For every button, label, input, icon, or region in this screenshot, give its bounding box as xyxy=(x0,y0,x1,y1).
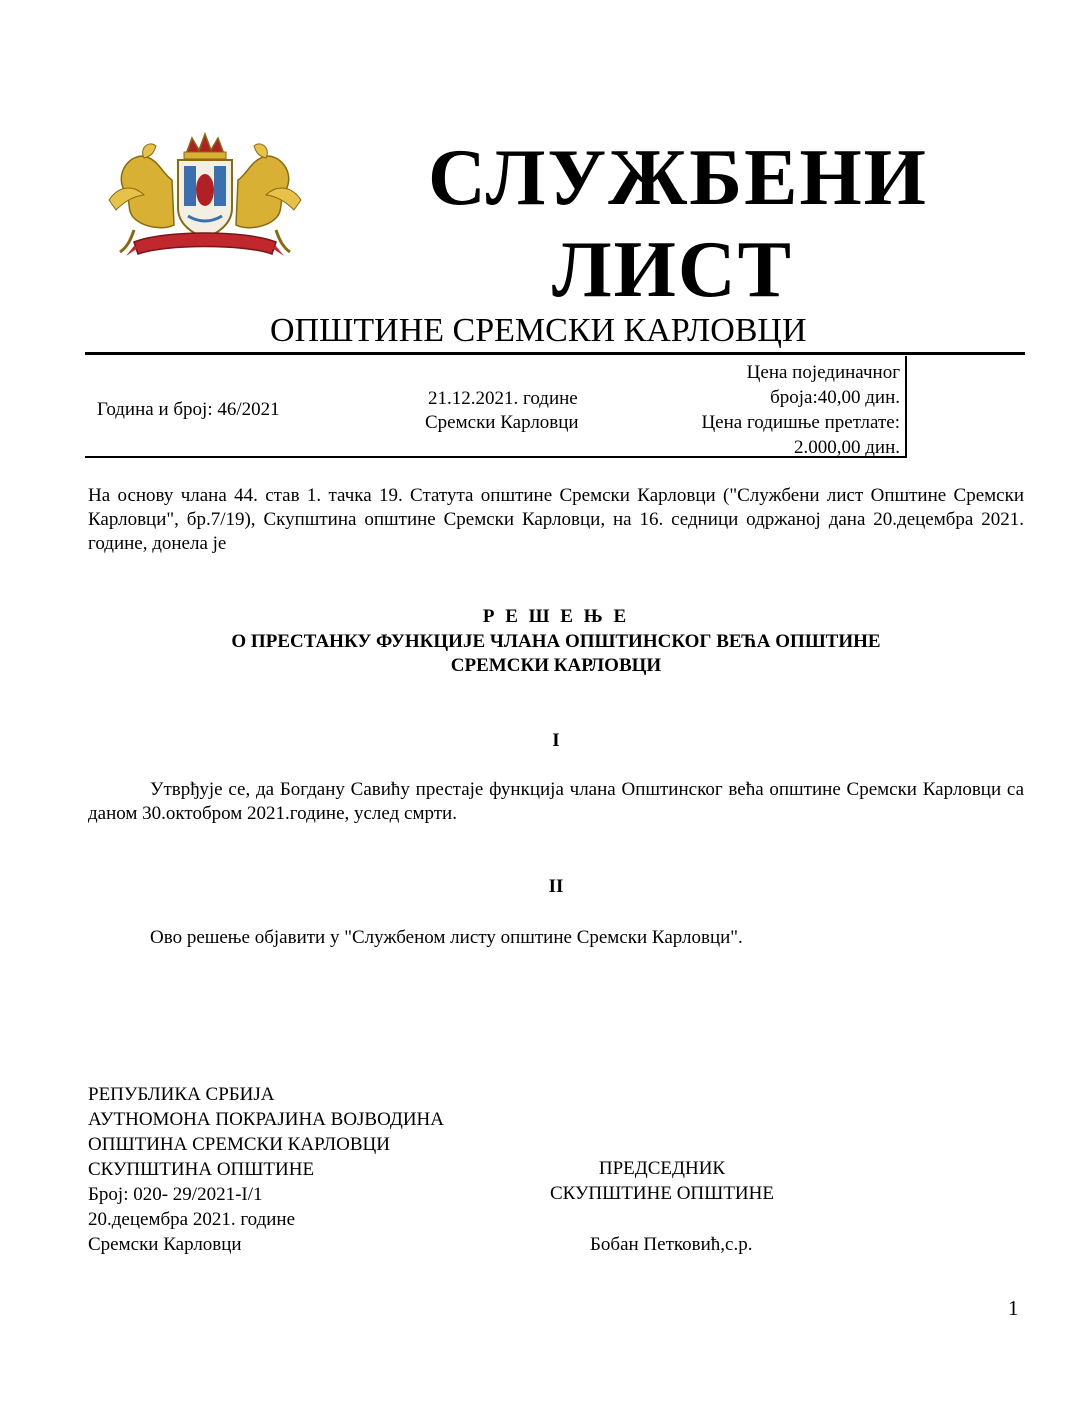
signatory-title xyxy=(550,1156,774,1206)
price-line: 2.000,00 дин. xyxy=(793,437,900,458)
issuer-line: АУТНОМОНА ПОКРАЈИНА ВОЈВОДИНА xyxy=(88,1109,444,1130)
issue-number: Година и број: 46/2021 xyxy=(97,399,280,420)
issuer-block xyxy=(88,1082,444,1257)
price-info xyxy=(701,360,900,460)
price-line: Цена годишње претлате: xyxy=(701,412,900,433)
decision-heading: Р Е Ш Е Њ Е xyxy=(482,606,630,627)
issuer-line: Сремски Карловци xyxy=(88,1234,242,1255)
decision-title xyxy=(88,630,1024,678)
issuer-line: 20.децембра 2021. године xyxy=(88,1209,296,1230)
header-rule-right xyxy=(905,356,907,458)
masthead-title-line1: СЛУЖБЕНИ xyxy=(428,134,928,222)
price-line: Цена појединачног xyxy=(746,362,900,383)
issuer-line: Број: 020- 29/2021-I/1 xyxy=(88,1184,263,1205)
header-rule-top xyxy=(85,352,1025,355)
coat-of-arms-icon xyxy=(104,130,306,270)
masthead-title-line2: ЛИСТ xyxy=(552,226,793,314)
issue-date: 21.12.2021. године xyxy=(428,388,578,409)
masthead-subtitle: ОПШТИНЕ СРЕМСКИ КАРЛОВЦИ xyxy=(270,312,807,349)
intro-paragraph: На основу члана 44. став 1. тачка 19. Статута општине Сремски Карловци ("Службени лист Општине Сремски Карловци", бр.7/19), Скупштина општине Сремски Карловци, на 16. седници одржаној дана 20.децембра 2021. године, донела је xyxy=(88,485,1024,554)
section-1-label: I xyxy=(552,730,560,751)
issue-place: Сремски Карловци xyxy=(425,412,579,433)
price-line: броја:40,00 дин. xyxy=(770,387,900,408)
section-2-text: Ово решење објавити у "Службеном листу општине Сремски Карловци". xyxy=(150,927,743,948)
issuer-line: ОПШТИНА СРЕМСКИ КАРЛОВЦИ xyxy=(88,1134,390,1155)
signatory-name: Бобан Петковић,с.р. xyxy=(590,1234,753,1255)
page-number: 1 xyxy=(1008,1296,1019,1320)
decision-title-line: СРЕМСКИ КАРЛОВЦИ xyxy=(450,655,662,676)
section-1-text: Утврђује се, да Богдану Савићу престаје функција члана Општинског већа општине Сремски Карловци са даном 30.октобром 2021.године, услед смрти. xyxy=(88,779,1024,824)
decision-title-line: О ПРЕСТАНКУ ФУНКЦИЈЕ ЧЛАНА ОПШТИНСКОГ ВЕЋА ОПШТИНЕ xyxy=(231,631,881,652)
section-2-label: II xyxy=(548,876,564,897)
signatory-title-line: СКУПШТИНЕ ОПШТИНЕ xyxy=(550,1183,774,1204)
issuer-line: РЕПУБЛИКА СРБИЈА xyxy=(88,1084,275,1105)
issuer-line: СКУПШТИНА ОПШТИНЕ xyxy=(88,1159,315,1180)
signatory-title-line: ПРЕДСЕДНИК xyxy=(598,1158,726,1179)
